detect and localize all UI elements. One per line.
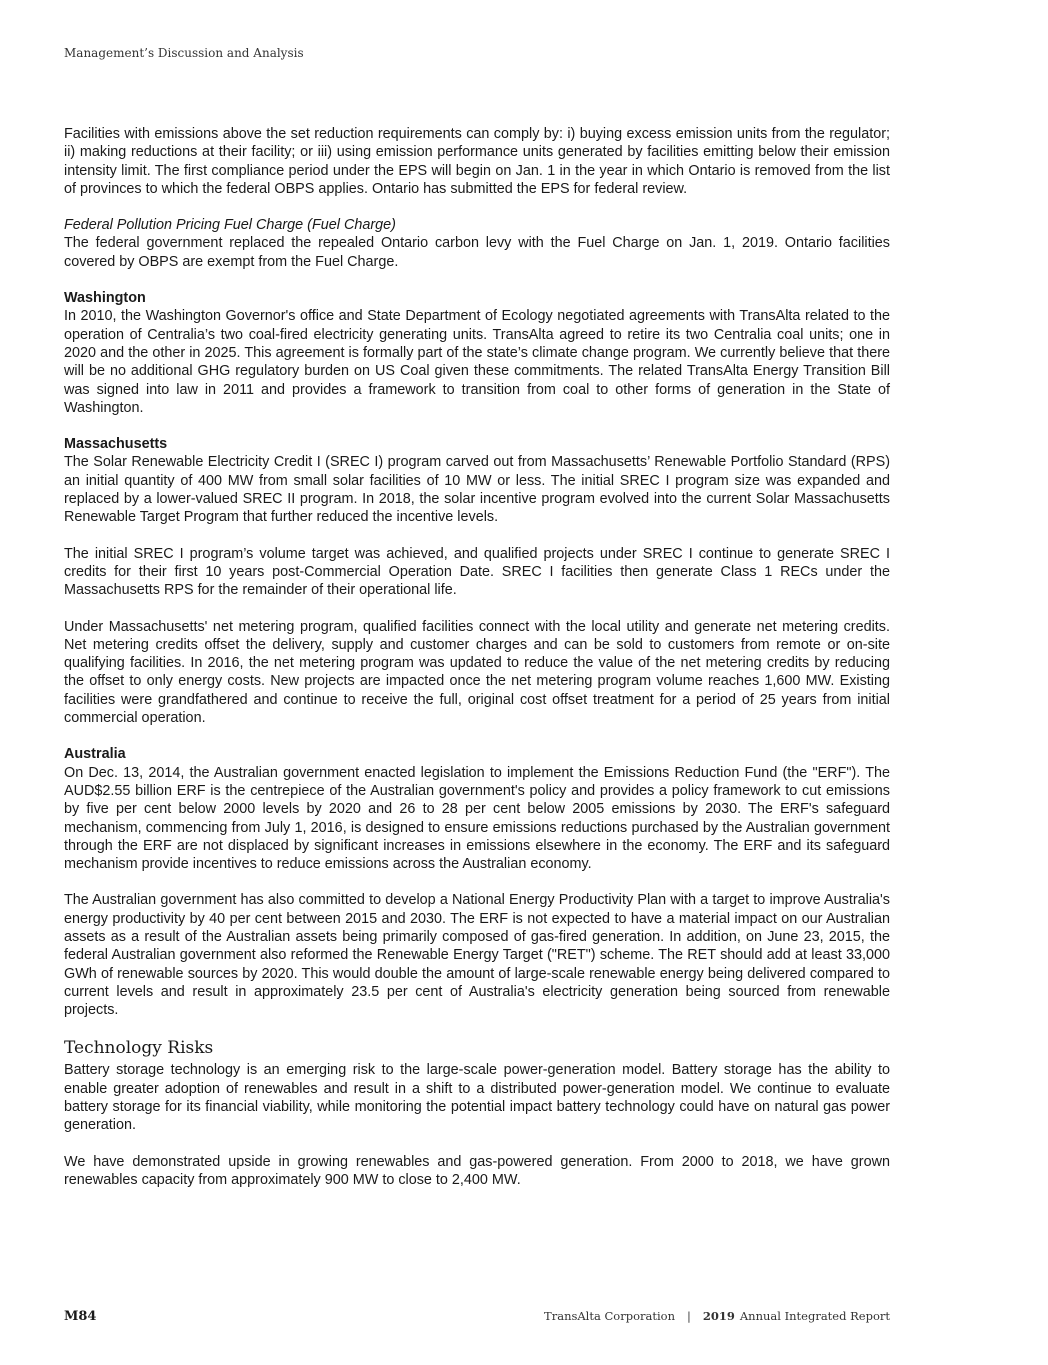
main-content [64,125,890,1189]
footer-company: TransAlta Corporation [544,1309,675,1323]
technology-risks-heading: Technology Risks [64,1038,214,1059]
page-number: M84 [64,1308,97,1324]
footer-report-info [544,1309,890,1323]
washington-paragraph: In 2010, the Washington Governor's office and State Department of Ecology negotiated agreements with TransAlta related to the operation of Centralia’s two coal-fired electricity generating units. TransAlta agreed to retire its two Centralia coal units; one in 2020 and the other in 2025. This agreement is formally part of the state’s climate change program. We currently believe that there will be no additional GHG regulatory burden on US Coal given these commitments. The related TransAlta Energy Transition Bill was signed into law in 2011 and provides a framework to transition from coal to other forms of generation in the State of Washington. [64,308,890,416]
footer-report-title: Annual Integrated Report [739,1309,890,1323]
washington-heading: Washington [64,290,146,307]
technology-paragraph-2: We have demonstrated upside in growing renewables and gas-powered generation. From 2000 to 2018, we have grown renewables capacity from approximately 900 MW to close to 2,400 MW. [64,1153,890,1188]
fuel-charge-paragraph: The federal government replaced the repealed Ontario carbon levy with the Fuel Charge on Jan. 1, 2019. Ontario facilities covered by OBPS are exempt from the Fuel Charge. [64,235,890,270]
australia-paragraph-2: The Australian government has also committed to develop a National Energy Productivity Plan with a target to improve Australia's energy productivity by 40 per cent between 2015 and 2030. The ERF is not expected to have a material impact on our Australian assets as a result of the Australian assets being primarily composed of gas-fired generation. In addition, on June 23, 2015, the federal Australian government also reformed the Renewable Energy Target ("RET") scheme. The RET should add at least 33,000 GWh of renewable sources by 2020. This would double the amount of large-scale renewable energy being delivered compared to current levels and result in approximately 23.5 per cent of Australia's electricity generation being sourced from renewable projects. [64,892,890,1019]
page-footer [64,1306,890,1326]
massachusetts-paragraph-1: The Solar Renewable Electricity Credit I (SREC I) program carved out from Massachusetts’ Renewable Portfolio Standard (RPS) an initial quantity of 400 MW from small solar facilities of 10 MW or less. The initial SREC I program size was expanded and replaced by a lower-valued SREC II program. In 2018, the solar incentive program evolved into the current Solar Massachusetts Renewable Target Program that further reduced the incentive levels. [64,454,890,526]
fuel-charge-heading: Federal Pollution Pricing Fuel Charge (Fuel Charge) [64,217,396,234]
australia-paragraph-1: On Dec. 13, 2014, the Australian government enacted legislation to implement the Emissions Reduction Fund (the "ERF"). The AUD$2.55 billion ERF is the centrepiece of the Australian government's policy and provides a policy framework to cut emissions by five per cent below 2000 levels by 2020 and 26 to 28 per cent below 2005 emissions by 2030. The ERF's safeguard mechanism, commencing from July 1, 2016, is designed to ensure emissions reductions purchased by the Australian government through the ERF are not displaced by significant increases in emissions elsewhere in the economy. The ERF and its safeguard mechanism provide incentives to reduce emissions across the Australian economy. [64,764,890,873]
australia-heading: Australia [64,746,126,763]
technology-paragraph-1: Battery storage technology is an emerging risk to the large-scale power-generation model. Battery storage has the ability to enable greater adoption of renewables and result in a shift to a distributed power-generation model. We continue to evaluate battery storage for its financial viability, while monitoring the potential impact battery technology could have on natural gas power generation. [64,1062,890,1134]
footer-year: 2019 [702,1309,735,1323]
intro-paragraph: Facilities with emissions above the set reduction requirements can comply by: i) buying excess emission units from the regulator; ii) making reductions at their facility; or iii) using emission performance units generated by facilities emitting below their emission intensity limit. The first compliance period under the EPS will begin on Jan. 1 in the year in which Ontario is removed from the list of provinces to which the federal OBPS applies. Ontario has submitted the EPS for federal review. [64,126,890,197]
massachusetts-paragraph-3: Under Massachusetts' net metering program, qualified facilities connect with the local utility and generate net metering credits. Net metering credits offset the delivery, supply and customer charges and can be sold to customers from remote or on-site qualifying facilities. In 2016, the net metering program was updated to reduce the value of the net metering credits by reducing the offset to only energy costs. New projects are impacted once the net metering program volume reaches 1,600 MW. Existing facilities were grandfathered and continue to receive the full, original cost offset treatment for a period of 25 years from initial commercial operation. [64,618,890,727]
massachusetts-heading: Massachusetts [64,436,168,453]
running-head: Management’s Discussion and Analysis [64,46,304,60]
massachusetts-paragraph-2: The initial SREC I program’s volume target was achieved, and qualified projects under SREC I continue to generate SREC I credits for their first 10 years post-Commercial Operation Date. SREC I facilities then generate Class 1 RECs under the Massachusetts RPS for the remainder of their operational life. [64,545,890,599]
footer-separator: | [686,1309,691,1323]
